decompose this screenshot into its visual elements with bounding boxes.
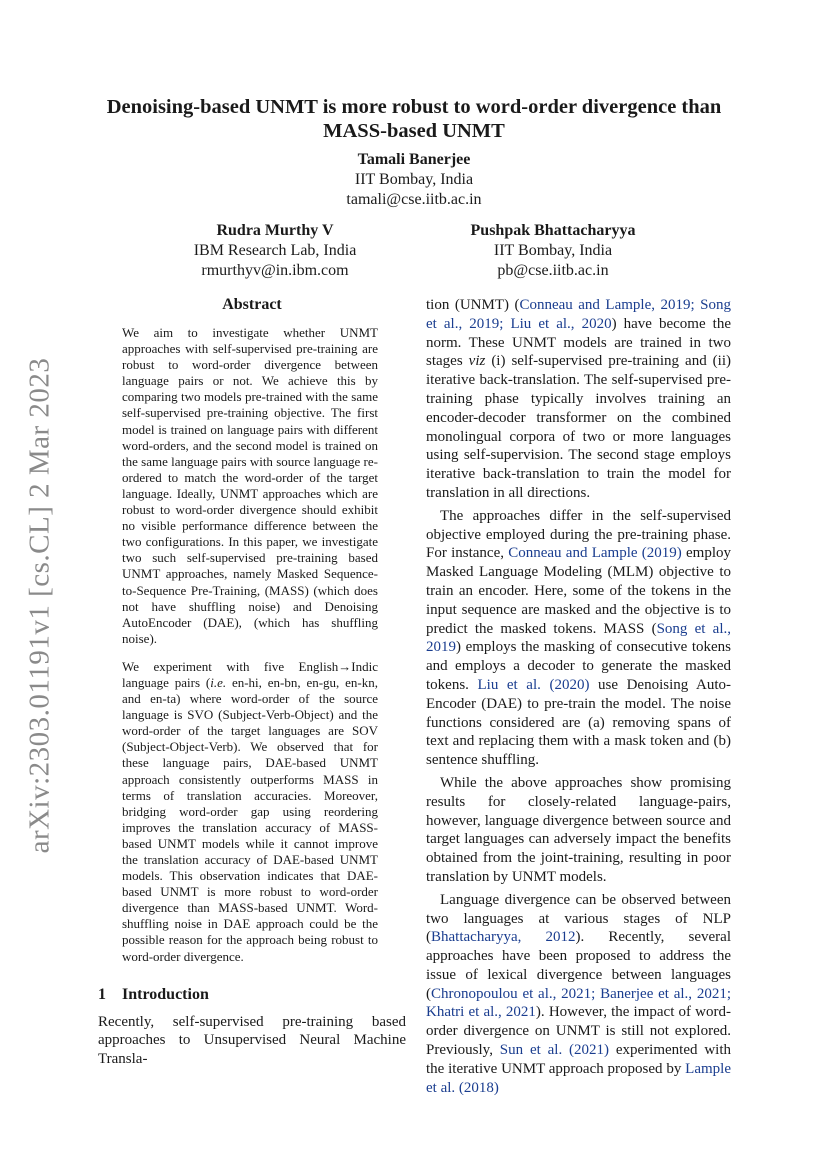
body-text: experimented with the iterative UNMT approach proposed by — [426, 1042, 731, 1077]
abstract-paragraph-2 — [122, 659, 378, 965]
body-text: ) employs the masking of consecutive tokens and employs a decoder to generate the masked tokens. — [426, 639, 731, 693]
author-name: Pushpak Bhattacharyya — [470, 222, 636, 239]
arxiv-identifier — [16, 357, 64, 853]
body-text: The approaches differ in the self-supervised objective employed during the pre-training phase. For instance, — [426, 507, 731, 562]
intro-paragraph-3: While the above approaches show promising results for closely-related language-pairs, however, language divergence between source and target languages can adversely impact the benefits obtained from the joint-training, resulting in poor translation by UNMT models. — [426, 774, 731, 885]
body-text-italic: viz — [468, 353, 486, 370]
author-affiliation: IIT Bombay, India — [354, 171, 474, 188]
author-email[interactable]: pb@cse.iitb.ac.in — [497, 262, 609, 279]
author-block-1 — [264, 150, 564, 210]
body-text: ). However, the impact of word-order divergence on UNMT is still not explored. Previously, — [426, 1004, 731, 1059]
abstract-heading: Abstract — [222, 296, 282, 313]
author-affiliation: IBM Research Lab, India — [193, 242, 357, 259]
citation-link[interactable]: Conneau and Lample, 2019; Song et al., 2019; Liu et al., 2020 — [426, 297, 731, 332]
citation-link[interactable]: Liu et al. (2020) — [477, 676, 590, 693]
citation-link[interactable]: Chronopoulou et al., 2021; Banerjee et al., 2021; Khatri et al., 2021 — [426, 985, 731, 1021]
intro-paragraph-4 — [426, 891, 731, 1098]
author-name: Tamali Banerjee — [357, 151, 471, 168]
citation-link[interactable]: Song et al., 2019 — [426, 620, 731, 656]
author-block-3 — [403, 221, 703, 281]
left-column — [98, 295, 406, 1069]
intro-paragraph-1-start: Recently, self-supervised pre-training based approaches to Unsupervised Neural Machine Transla- — [98, 1013, 406, 1068]
citation-link[interactable]: Bhattacharyya, 2012 — [431, 929, 576, 946]
intro-paragraph-2 — [426, 507, 731, 770]
author-block-2 — [125, 221, 425, 281]
author-email[interactable]: tamali@cse.iitb.ac.in — [346, 191, 482, 208]
body-text: ) have become the norm. These UNMT models are trained in two stages — [426, 315, 731, 370]
section-number: 1 — [98, 985, 106, 1003]
arxiv-identifier-text: arXiv:2303.01191v1 [cs.CL] 2 Mar 2023 — [23, 357, 56, 853]
body-text: employ Masked Language Modeling (MLM) objective to train an encoder. Here, some of the tokens in the input sequence are masked and the objective is to predict the masked tokens. MASS ( — [426, 545, 732, 637]
author-affiliation: IIT Bombay, India — [493, 242, 613, 259]
body-text: use Denoising Auto-Encoder (DAE) to pre-train the model. The noise functions considered are (a) removing spans of text and replacing them with a mask token and (b) sentence shuffling. — [426, 676, 731, 769]
abstract-paragraph-1: We aim to investigate whether UNMT approaches with self-supervised pre-training are robust to word-order divergence between language pairs or not. We achieve this by comparing two models pre-trained with the same self-supervised pre-training objective. The first model is trained on language pairs with different word-orders, and the second model is trained on the same language pairs with source language re-ordered to match the word-order of the target language. Ideally, UNMT approaches which are robust to word-order divergence should exhibit no visible performance difference between the two configurations. In this paper, we investigate two such self-supervised pre-training based UNMT approaches, namely Masked Sequence-to-Sequence Pre-Training, (MASS) (which does not have shuffling noise) and Denoising AutoEncoder (DAE), (which has shuffling noise). — [122, 325, 378, 646]
abstract-text-italic: i.e. — [210, 674, 227, 690]
body-text: tion (UNMT) ( — [426, 297, 520, 313]
author-name: Rudra Murthy V — [216, 222, 334, 239]
abstract-text: We experiment with five English→Indic language pairs ( — [122, 658, 378, 690]
body-text: ). Recently, several approaches have been proposed to address the issue of lexical divergence between languages ( — [426, 929, 731, 1002]
citation-link[interactable]: Conneau and Lample (2019) — [508, 545, 682, 562]
citation-link[interactable]: Lample et al. (2018) — [426, 1060, 731, 1096]
section-heading-introduction — [98, 985, 406, 1005]
body-text: Language divergence can be observed between two languages at various stages of NLP ( — [426, 891, 731, 946]
citation-link[interactable]: Sun et al. (2021) — [499, 1042, 610, 1059]
paper-title: Denoising-based UNMT is more robust to word-order divergence than MASS-based UNMT — [106, 96, 722, 142]
abstract-text: en-hi, en-bn, en-gu, en-kn, and en-ta) where word-order of the source language is SVO (Subject-Verb-Object) and the word-order of the target languages are SOV (Subject-Object-Verb). We observed that for these language pairs, DAE-based UNMT approach consistently outperforms MASS in terms of translation accuracies. Moreover, bridging word-order gap using reordering improves the translation accuracy of MASS-based UNMT models while it cannot improve the translation accuracy of DAE-based UNMT models. This observation indicates that DAE-based UNMT is more robust to word-order divergence than MASS-based UNMT. Word-shuffling noise in DAE approach could be the possible reason for the approach being robust to word-order divergence. — [122, 674, 378, 964]
author-email[interactable]: rmurthyv@in.ibm.com — [201, 262, 349, 279]
section-title: Introduction — [122, 985, 209, 1003]
body-text: (i) self-supervised pre-training and (ii) iterative back-translation. The self-supervised pre-training phase typically involves training an encoder-decoder transformer on the combined monolingual corpora of two or more languages using self-supervision. The second stage employs iterative back-translation to train the model for translation in all directions. — [426, 353, 731, 501]
intro-paragraph-1-continued — [426, 296, 731, 503]
right-column — [426, 296, 731, 1097]
